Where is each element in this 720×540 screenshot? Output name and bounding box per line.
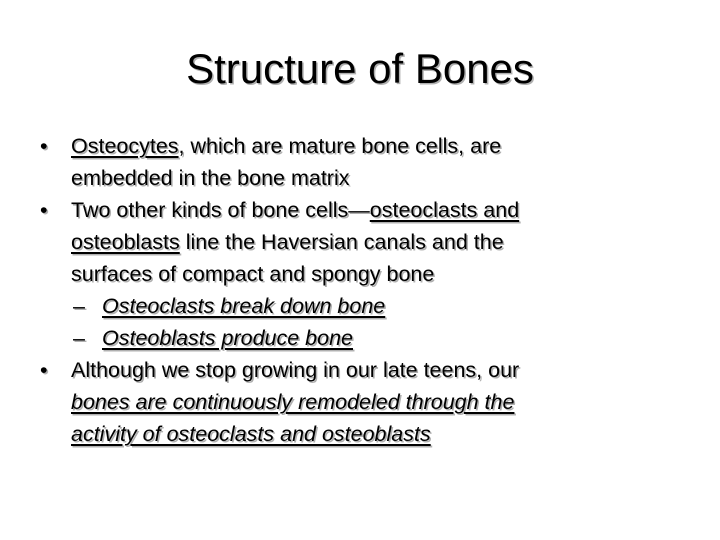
bullet-line: embedded in the bone matrix [71,166,350,190]
sub-bullet-osteoclasts [0,290,720,322]
bullet-line [71,418,720,450]
term-osteoblasts: osteoblasts [71,230,180,254]
bullet-text: line the Haversian canals and the [179,230,504,254]
bullet-line [71,194,720,226]
emphasis-text: bones are continuously remodeled through the [71,390,515,414]
bullet-line [71,130,720,162]
bullet-marker: • [40,358,48,382]
bullet-remodeling [0,354,720,450]
bullet-line: surfaces of compact and spongy bone [71,262,435,286]
sub-bullet-osteoblasts [0,322,720,354]
slide-body [0,130,720,450]
bullet-line [71,386,720,418]
bullet-marker: • [40,198,48,222]
bullet-marker: • [40,134,48,158]
dash-marker: – [73,294,85,318]
bullet-other-bone-cells [0,194,720,290]
bullet-text: Two other kinds of bone cells— [71,198,370,222]
slide-title: Structure of Bones [186,45,534,92]
dash-marker: – [73,326,85,350]
sub-bullet-text: Osteoblasts produce bone [102,326,353,350]
emphasis-text: activity of osteoclasts and osteoblasts [71,422,431,446]
term-osteocytes: Osteocytes [71,134,179,158]
bullet-text: , which are mature bone cells, are [178,134,502,158]
bullet-osteocytes [0,130,720,194]
bullet-line: Although we stop growing in our late teens, our [71,358,520,382]
sub-bullet-text: Osteoclasts break down bone [102,294,386,318]
bullet-line [71,226,720,258]
term-osteoclasts-and: osteoclasts and [369,198,520,222]
